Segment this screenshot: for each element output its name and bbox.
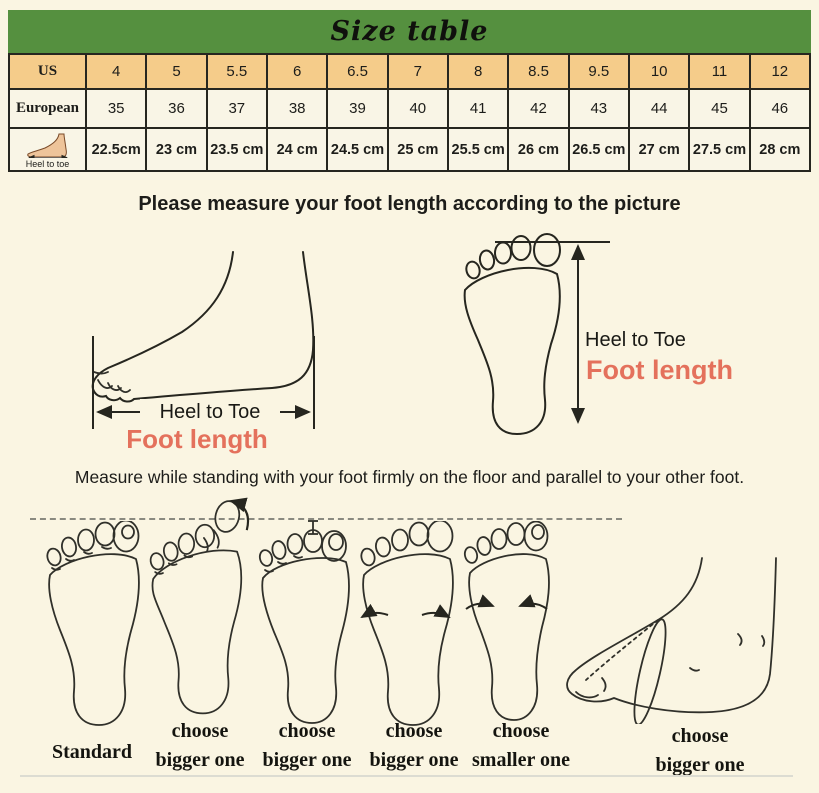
size-table-header <box>8 10 811 55</box>
us-size: 4 <box>87 55 147 90</box>
cm-size: 25 cm <box>389 129 449 172</box>
row-label-us: US <box>10 55 87 90</box>
us-size: 10 <box>630 55 690 90</box>
eu-size: 43 <box>570 90 630 129</box>
eu-size: 39 <box>328 90 388 129</box>
bottom-separator <box>20 775 793 777</box>
fit-label-smaller: choose smaller one <box>472 720 570 771</box>
row-label-european: European <box>10 90 87 129</box>
cm-size: 23.5 cm <box>208 129 268 172</box>
eu-size: 42 <box>509 90 569 129</box>
eu-size: 44 <box>630 90 690 129</box>
size-table-title: Size table <box>330 16 489 47</box>
size-table <box>8 55 811 172</box>
us-size: 8 <box>449 55 509 90</box>
row-label-heel-to-toe <box>10 129 87 172</box>
eu-size: 46 <box>751 90 811 129</box>
eu-size: 35 <box>87 90 147 129</box>
fit-foot-wide <box>358 521 454 727</box>
small-foot-icon <box>24 132 72 158</box>
eu-size: 36 <box>147 90 207 129</box>
fit-foot-narrow <box>462 521 552 723</box>
top-foot-length-label: Foot length <box>586 355 733 385</box>
us-size: 6 <box>268 55 328 90</box>
fit-label-bigger-2: choose bigger one <box>262 720 352 771</box>
standing-note: Measure while standing with your foot firmly on the floor and parallel to your other foot. <box>74 467 745 487</box>
cm-size: 22.5cm <box>87 129 147 172</box>
fit-foot-standard <box>44 521 140 729</box>
cm-size: 26 cm <box>509 129 569 172</box>
cm-size: 26.5 cm <box>570 129 630 172</box>
eu-size: 38 <box>268 90 328 129</box>
eu-size: 45 <box>690 90 750 129</box>
fit-label-bigger-3: choose bigger one <box>369 720 459 771</box>
us-size: 8.5 <box>509 55 569 90</box>
eu-size: 40 <box>389 90 449 129</box>
cm-size: 28 cm <box>751 129 811 172</box>
side-foot-length-label: Foot length <box>126 424 268 454</box>
eu-size: 37 <box>208 90 268 129</box>
us-size: 11 <box>690 55 750 90</box>
measure-heading: Please measure your foot length according to the picture <box>138 193 681 215</box>
us-size: 5 <box>147 55 207 90</box>
cm-size: 25.5 cm <box>449 129 509 172</box>
us-size: 5.5 <box>208 55 268 90</box>
cm-size: 24 cm <box>268 129 328 172</box>
top-heel-to-toe-label: Heel to Toe <box>585 329 686 351</box>
fit-foot-girth <box>562 556 792 724</box>
fit-label-bigger-1: choose bigger one <box>155 720 245 771</box>
side-heel-to-toe-label: Heel to Toe <box>140 399 280 425</box>
cm-size: 24.5 cm <box>328 129 388 172</box>
fit-label-bigger-4: choose bigger one <box>655 725 745 776</box>
cm-size: 23 cm <box>147 129 207 172</box>
us-size: 6.5 <box>328 55 388 90</box>
us-size: 7 <box>389 55 449 90</box>
heel-to-toe-caption: Heel to toe <box>25 159 70 169</box>
fit-foot-gap-to-line <box>258 520 350 726</box>
cm-size: 27.5 cm <box>690 129 750 172</box>
cm-size: 27 cm <box>630 129 690 172</box>
fit-label-standard: Standard <box>51 741 133 763</box>
us-size: 12 <box>751 55 811 90</box>
fit-foot-toe-over-line <box>148 497 252 729</box>
us-size: 9.5 <box>570 55 630 90</box>
eu-size: 41 <box>449 90 509 129</box>
